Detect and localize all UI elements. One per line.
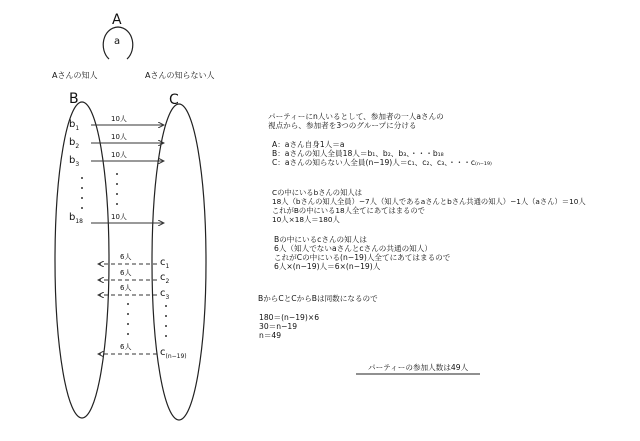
item-b3: $b_3$ [69,155,80,168]
arrow-label-b18: 10人 [111,213,127,221]
label-B: B [69,91,79,107]
label-known: Aさんの知人 [52,71,98,80]
para-eq-head: BからCとCからBは同数になるので [258,294,378,303]
arrow-label-b2: 10人 [111,133,127,141]
dots-left [81,177,83,209]
para-c-text: Cの中にいるbさんの知人は 18人（bさんの知人全員）−7人（知人であるaさんとbさん共通の知人）−1人（aさん）＝10人 これがBの中にいる18人全てにあてはまるので 10人×18人＝180人 [272,188,586,224]
para-b-text: Bの中にいるcさんの知人は 6人（知人でないaさんとcさんの共通の知人） これがCの中にいる(n−19)人全てにあてはまるので 6人×(n−19)人＝6×(n−19)人 [274,235,451,271]
dots-mid-top [116,173,118,205]
groups-text: A：aさん自身1人＝a B：aさんの知人全員18人＝b₁、b₂、b₃、・・・b₁₈ C：aさんの知らない人全員(n−19)人＝c₁、c₂、c₃、・・・c₍ₙ₋₁₉₎ [272,140,492,167]
item-b18: $b_{18}$ [69,212,83,225]
item-b2: $b_2$ [69,137,80,150]
label-unknown: Aさんの知らない人 [145,71,215,80]
item-c2: $c_2$ [160,272,170,285]
item-b1: $b_1$ [69,119,80,132]
label-A: A [112,12,122,28]
label-a: a [114,36,121,47]
arrow-label-b3: 10人 [111,151,127,159]
conclusion-text: パーティーの参加人数は49人 [368,363,469,372]
intro-text: パーティーにn人いるとして、参加者の一人aさんの 視点から、参加者を3つのグループに分ける [268,112,444,130]
arrow-label-c1: 6人 [120,253,132,261]
dots-mid-bottom [127,303,129,335]
arrow-label-c2: 6人 [120,269,132,277]
ellipse-b [55,102,109,418]
equations-text: 180＝(n−19)×6 30＝n−19 n＝49 [259,313,320,340]
item-cn: $c_{(n-19)}$ [160,347,187,360]
arrow-label-b1: 10人 [111,115,127,123]
label-C: C [169,92,179,108]
item-c3: $c_3$ [160,288,170,301]
arrow-label-c3: 6人 [120,284,132,292]
item-c1: $c_1$ [160,257,170,270]
dots-right [165,305,167,337]
arrow-label-cn: 6人 [120,343,132,351]
